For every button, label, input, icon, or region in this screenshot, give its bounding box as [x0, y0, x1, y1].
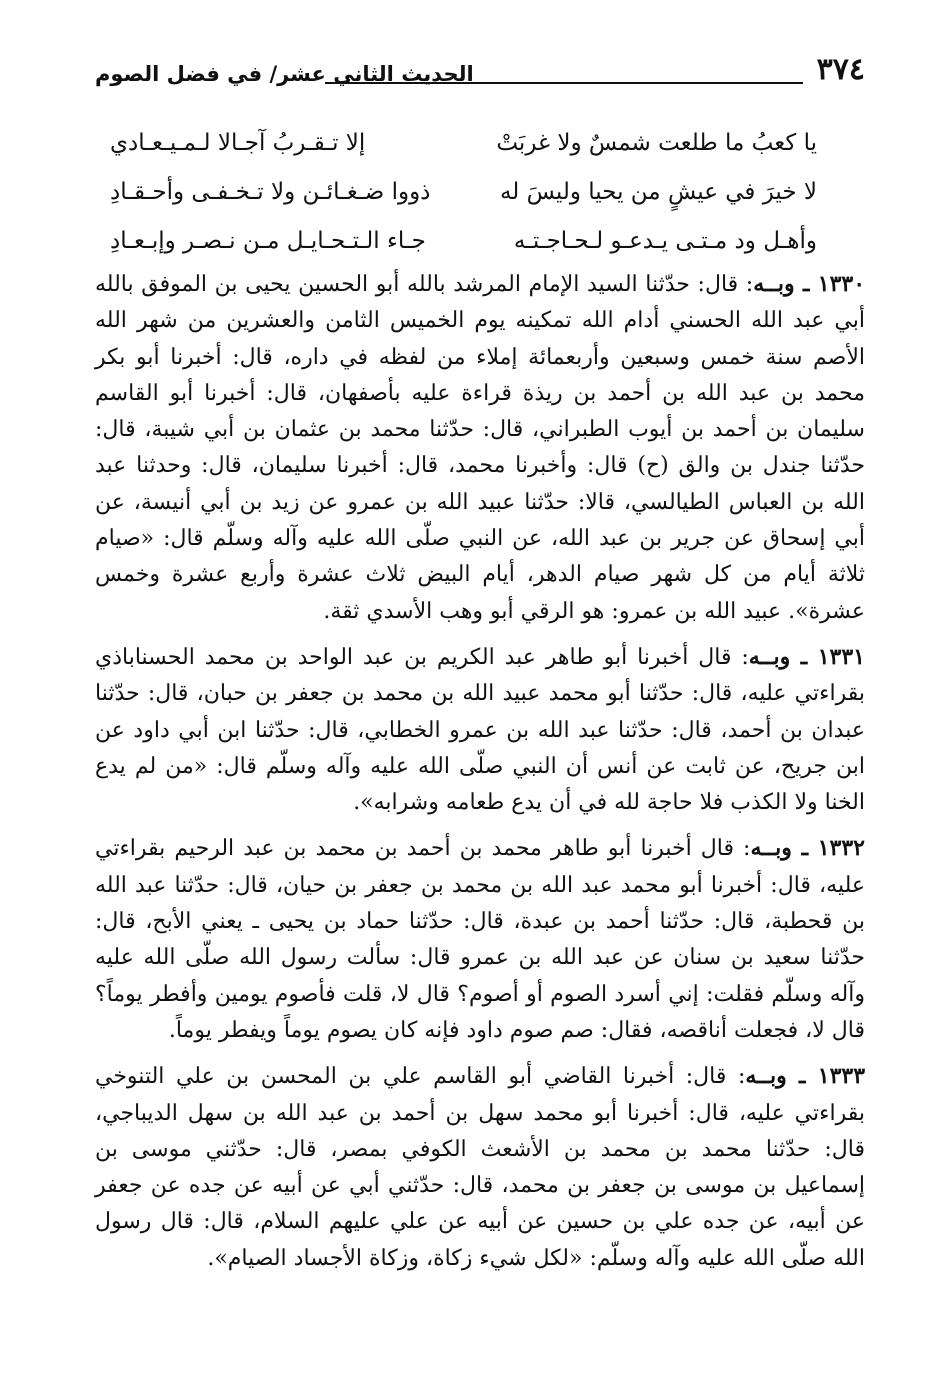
hadith-paragraph: [95, 639, 865, 821]
poem-verse: [110, 169, 817, 218]
hadith-wabihi: وبــه: [748, 643, 791, 670]
hadith-dash: ـ: [786, 1063, 818, 1090]
hadith-number: ١٣٣١: [817, 643, 865, 670]
hadith-dash: ـ: [790, 643, 818, 670]
hadith-wabihi: وبــه: [745, 1063, 787, 1090]
hadith-text: : قال أخبرنا أبو طاهر عبد الكريم بن عبد الواحد بن محمد الحسناباذي بقراءتي عليه، قال: حدّثنا أبو محمد عبيد الله بن محمد بن جعفر بن حبان، قال: حدّثنا عبدان بن أحمد، قال: حدّثنا عبد الله بن عمرو الخطابي، قال: حدّثنا ابن أبي داود عن ابن جريح، عن ثابت عن أنس أن النبي صلّى الله عليه وآله وسلّم قال: «من لم يدع الخنا ولا الكذب فلا حاجة لله في أن يدع طعامه وشرابه».: [95, 644, 865, 816]
page-number: ٣٧٤: [816, 52, 865, 87]
poem: [110, 120, 817, 267]
hadith-text: : قال: أخبرنا القاضي أبو القاسم علي بن المحسن بن علي التنوخي بقراءتي عليه، قال: أخبرنا أبو محمد سهل بن أحمد بن عبد الله بن سهل الديباجي، قال: حدّثنا محمد بن محمد بن الأشعث الكوفي بمصر، قال: حدّثني موسى بن إسماعيل بن موسى بن جعفر بن محمد، قال: حدّثني أبي عن أبيه عن جده عن جعفر عن أبيه، عن جده علي بن حسين عن أبيه عن علي عليهم السلام، قال: قال رسول الله صلّى الله عليه وآله وسلّم: «لكل شيء زكاة، وزكاة الأجساد الصيام».: [95, 1064, 865, 1271]
verse-second-hemistich: جـاء الـتـحـايـل مـن نـصـر وإبـعـادِ: [110, 228, 426, 254]
hadith-paragraph: [95, 1058, 865, 1277]
hadith-dash: ـ: [794, 271, 818, 297]
hadith-body: [95, 266, 865, 1286]
verse-first-hemistich: لا خيرَ في عيشٍ من يحيا وليسَ له: [499, 179, 817, 205]
page-header: [95, 50, 865, 102]
verse-second-hemistich: إلا تـقـربُ آجـالا لـمـيـعـادي: [110, 130, 366, 156]
poem-verse: [110, 120, 817, 169]
hadith-dash: ـ: [791, 835, 818, 862]
hadith-number: ١٣٣٠: [817, 271, 866, 297]
hadith-text: : قال أخبرنا أبو طاهر محمد بن أحمد بن محمد بن عبد الرحيم بقراءتي عليه، قال: أخبرنا أبو محمد عبد الله بن محمد بن جعفر بن حيان، قال: حدّثنا عبد الله بن قحطبة، قال: حدّثنا أحمد بن عبدة، قال: حدّثنا حماد بن يحيى ـ يعني الأبح، قال: حدّثنا سعيد بن سنان عن عبد الله بن عمرو قال: سألت رسول الله صلّى الله عليه وآله وسلّم فقلت: إني أسرد الصوم أو أصوم؟ قال لا، قلت فأصوم يومين وأفطر يوماً؟ قال لا، فجعلت أناقصه، فقال: صم صوم داود فإنه كان يصوم يوماً ويفطر يوماً.: [95, 836, 865, 1043]
verse-first-hemistich: وأهـل ود مـتـى يـدعـو لـحـاجـتـه: [513, 228, 817, 254]
hadith-paragraph: [95, 266, 865, 630]
poem-verse: [110, 218, 817, 267]
running-title: الحديث الثاني عشر/ في فضل الصوم: [95, 62, 474, 86]
hadith-text: : قال: حدّثنا السيد الإمام المرشد بالله أبو الحسين يحيى بن الموفق بالله أبي عبد الله الحسني أدام الله تمكينه يوم الخميس الثامن والعشرين من شهر الله الأصم سنة خمس وسبعين وأربعمائة إملاء من لفظه في داره، قال: أخبرنا أبو بكر محمد بن عبد الله بن أحمد بن ريذة قراءة عليه بأصفهان، قال: أخبرنا أبو القاسم سليمان بن أحمد بن أيوب الطبراني، قال: حدّثنا محمد بن عثمان بن أبي شيبة، قال: حدّثنا جندل بن والق (ح) قال: وأخبرنا محمد، قال: أخبرنا سليمان، قال: وحدثنا عبد الله بن العباس الطيالسي، قالا: حدّثنا عبيد الله بن عمرو عن زيد بن أبي أنيسة، عن أبي إسحاق عن جرير بن عبد الله، عن النبي صلّى الله عليه وآله وسلّم قال: «صيام ثلاثة أيام من كل شهر صيام الدهر، أيام البيض ثلاث عشرة وأربع عشرة وخمس عشرة». عبيد الله بن عمرو: هو الرقي أبو وهب الأسدي ثقة.: [95, 272, 865, 624]
hadith-number: ١٣٣٣: [817, 1063, 866, 1090]
hadith-wabihi: وبــه: [750, 835, 792, 862]
hadith-number: ١٣٣٢: [817, 835, 865, 862]
verse-second-hemistich: ذووا ضـغـائـن ولا تـخـفـى وأحـقـادِ: [110, 179, 431, 205]
hadith-wabihi: وبــه: [753, 271, 795, 297]
verse-first-hemistich: يا كعبُ ما طلعت شمسٌ ولا غربَتْ: [496, 130, 817, 156]
hadith-paragraph: [95, 830, 865, 1049]
